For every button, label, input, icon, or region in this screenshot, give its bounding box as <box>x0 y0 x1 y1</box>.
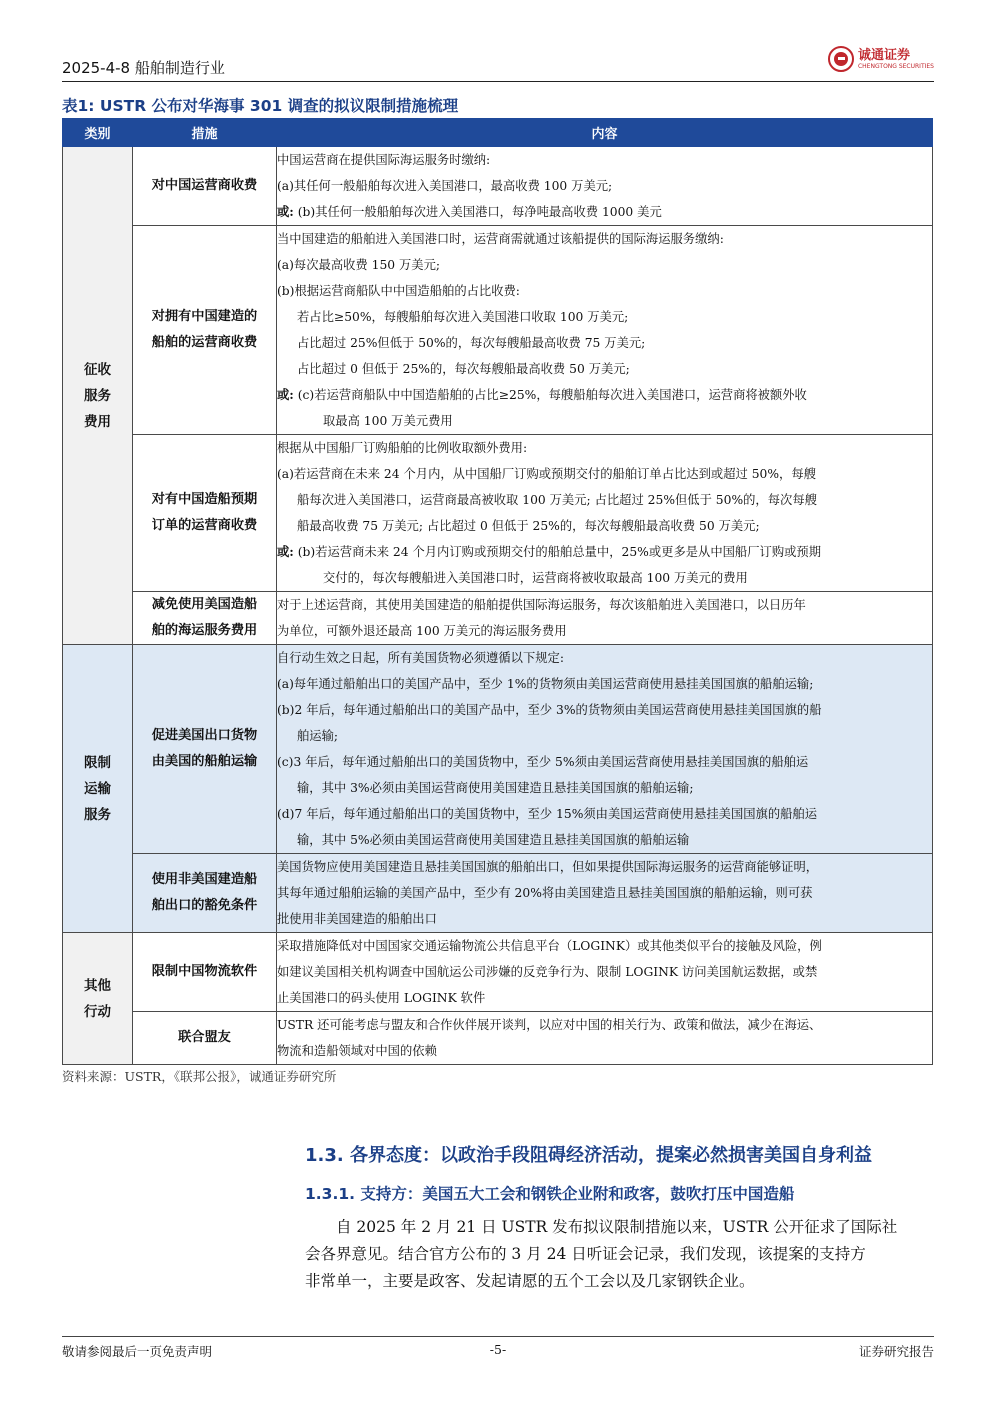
content-text: 当中国建造的船舶进入美国港口时，运营商需就通过该船提供的国际海运服务缴纳: <box>277 232 724 246</box>
measure-cell <box>133 933 277 1012</box>
content-cell <box>277 854 933 933</box>
content-line <box>277 330 932 356</box>
category-label: 服务 <box>84 806 111 823</box>
content-line <box>277 435 932 461</box>
content-text: 占比超过 25%但低于 50%的，每次每艘船最高收费 75 万美元; <box>297 336 646 350</box>
content-text: 船每次进入美国港口，运营商最高被收取 100 万美元; 占比超过 25%但低于 50%的，每次每艘 <box>297 493 817 507</box>
category-label: 服务 <box>84 387 111 404</box>
table-row <box>63 645 933 854</box>
paragraph-line: 非常单一，主要是政客、发起请愿的五个工会以及几家钢铁企业。 <box>305 1272 755 1290</box>
measure-label: 使用非美国建造船 <box>151 872 258 887</box>
header-date-industry: 2025-4-8 船舶制造行业 <box>62 59 225 77</box>
content-text: 交付的，每次每艘船进入美国港口时，运营商将被收取最高 100 万美元的费用 <box>323 571 748 585</box>
content-text: 输，其中 5%必须由美国运营商使用美国建造且悬挂美国国旗的船舶运输 <box>297 833 690 847</box>
table-row <box>63 854 933 933</box>
category-label: 限制 <box>84 754 111 771</box>
measure-label: 订单的运营商收费 <box>151 518 258 533</box>
table-row <box>63 147 933 226</box>
content-text: (d)7 年后，每年通过船舶出口的美国货物中，至少 15%须由美国运营商使用悬挂美国国旗的船舶运 <box>277 807 818 821</box>
section-heading: 1.3. 各界态度：以政治手段阻碍经济活动，提案必然损害美国自身利益 <box>305 1145 872 1166</box>
category-label: 其他 <box>84 977 111 994</box>
content-text: (a)其任何一般船舶每次进入美国港口，最高收费 100 万美元; <box>277 179 613 193</box>
measure-cell <box>133 147 277 226</box>
content-cell <box>277 645 933 854</box>
content-text: (b)2 年后，每年通过船舶出口的美国产品中，至少 3%的货物须由美国运营商使用悬挂美国国旗的船 <box>277 703 822 717</box>
footer-report-type: 证券研究报告 <box>858 1344 934 1359</box>
content-line <box>277 1012 932 1038</box>
category-label: 征收 <box>84 361 111 378</box>
content-text: 输，其中 3%必须由美国运营商使用美国建造且悬挂美国国旗的船舶运输; <box>297 781 694 795</box>
footer-disclaimer: 敬请参阅最后一页免责声明 <box>62 1344 213 1359</box>
header-measure: 措施 <box>133 119 277 147</box>
content-line <box>277 985 932 1011</box>
paragraph-line: 自 2025 年 2 月 21 日 USTR 发布拟议限制措施以来，USTR 公开征求了国际社 <box>336 1218 898 1236</box>
measure-label: 由美国的船舶运输 <box>151 754 258 769</box>
content-line <box>277 539 932 565</box>
page-footer <box>62 1336 934 1361</box>
content-text: (c)3 年后，每年通过船舶出口的美国货物中，至少 5%须由美国运营商使用悬挂美国国旗的船舶运 <box>277 755 809 769</box>
alternative-marker: 或: <box>277 387 294 402</box>
content-text: USTR 还可能考虑与盟友和合作伙伴展开谈判，以应对中国的相关行为、政策和做法，减少在海运、 <box>277 1018 822 1032</box>
paragraph-line: 会各界意见。结合官方公布的 3 月 24 日听证会记录，我们发现，该提案的支持方 <box>305 1245 866 1263</box>
measure-label: 对中国运营商收费 <box>151 178 258 193</box>
page-header <box>62 46 934 82</box>
content-text: 物流和造船领域对中国的依赖 <box>277 1044 437 1058</box>
content-text: (a)每次最高收费 150 万美元; <box>277 258 441 272</box>
content-line <box>277 959 932 985</box>
content-line <box>277 880 932 906</box>
measure-cell <box>133 854 277 933</box>
content-line <box>277 827 932 853</box>
content-cell <box>277 1012 933 1065</box>
table-row <box>63 226 933 435</box>
content-line <box>277 749 932 775</box>
content-line <box>277 592 932 618</box>
measure-label: 舶的海运服务费用 <box>151 623 258 638</box>
table-row <box>63 933 933 1012</box>
content-line <box>277 356 932 382</box>
content-cell <box>277 933 933 1012</box>
content-line <box>277 382 932 408</box>
content-line <box>277 461 932 487</box>
content-text: 中国运营商在提供国际海运服务时缴纳: <box>277 153 491 167</box>
header-category: 类别 <box>63 119 133 147</box>
measure-label: 舶出口的豁免条件 <box>151 898 258 913</box>
content-text: (b)其任何一般船舶每次进入美国港口，每净吨最高收费 1000 美元 <box>293 205 662 219</box>
content-text: (b)根据运营商船队中中国造船舶的占比收费: <box>277 284 520 298</box>
content-text: 为单位，可额外退还最高 100 万美元的海运服务费用 <box>277 624 567 638</box>
measure-label: 限制中国物流软件 <box>151 964 258 979</box>
content-text: 占比超过 0 但低于 25%的，每次每艘船最高收费 50 万美元; <box>297 362 630 376</box>
content-line <box>277 513 932 539</box>
content-text: (c)若运营商船队中中国造船舶的占比≥25%，每艘船舶每次进入美国港口，运营商将被额外收 <box>293 388 807 402</box>
table-row <box>63 435 933 592</box>
measure-cell <box>133 226 277 435</box>
header-content: 内容 <box>277 119 933 147</box>
measure-cell <box>133 1012 277 1065</box>
table-title: 表1: USTR 公布对华海事 301 调查的拟议限制措施梳理 <box>62 97 459 115</box>
logo-text-en: CHENGTONG SECURITIES <box>857 62 934 70</box>
content-line <box>277 933 932 959</box>
content-text: 舶运输; <box>297 729 339 743</box>
content-line <box>277 801 932 827</box>
content-text: 对于上述运营商，其使用美国建造的船舶提供国际海运服务，每次该船舶进入美国港口，以日历年 <box>277 598 806 612</box>
content-text: 如建议美国相关机构调查中国航运公司涉嫌的反竞争行为、限制 LOGINK 访问美国航运数据，或禁 <box>277 965 818 979</box>
measure-label: 船舶的运营商收费 <box>151 335 258 350</box>
content-line <box>277 565 932 591</box>
content-line <box>277 671 932 697</box>
measure-cell <box>133 592 277 645</box>
content-line <box>277 487 932 513</box>
content-line <box>277 618 932 644</box>
content-line <box>277 645 932 671</box>
measure-label: 对有中国造船预期 <box>151 492 258 507</box>
logo-icon <box>828 46 854 72</box>
content-text: 采取措施降低对中国国家交通运输物流公共信息平台（LOGINK）或其他类似平台的接触及风险，例 <box>277 939 822 953</box>
header-rule <box>62 81 934 82</box>
content-text: (a)每年通过船舶出口的美国产品中，至少 1%的货物须由美国运营商使用悬挂美国国旗的船舶运输; <box>277 677 814 691</box>
content-text: 自行动生效之日起，所有美国货物必须遵循以下规定: <box>277 651 564 665</box>
table-row <box>63 592 933 645</box>
category-cell <box>63 933 133 1065</box>
content-cell <box>277 226 933 435</box>
table-header-row <box>63 119 933 147</box>
content-line <box>277 408 932 434</box>
content-line <box>277 252 932 278</box>
content-text: (a)若运营商在未来 24 个月内，从中国船厂订购或预期交付的船舶订单占比达到或超过 50%，每艘 <box>277 467 816 481</box>
content-text: 根据从中国船厂订购船舶的比例收取额外费用: <box>277 441 528 455</box>
content-line <box>277 226 932 252</box>
measure-label: 联合盟友 <box>178 1030 231 1045</box>
content-text: (b)若运营商未来 24 个月内订购或预期交付的船舶总量中，25%或更多是从中国船厂订购或预期 <box>293 545 822 559</box>
category-cell <box>63 645 133 933</box>
category-cell <box>63 147 133 645</box>
measures-table <box>62 118 933 1065</box>
content-line <box>277 854 932 880</box>
content-text: 若占比≥50%，每艘船舶每次进入美国港口收取 100 万美元; <box>297 310 629 324</box>
content-cell <box>277 147 933 226</box>
content-text: 其每年通过船舶运输的美国产品中，至少有 20%将由美国建造且悬挂美国国旗的船舶运输，则可获 <box>277 886 813 900</box>
content-line <box>277 906 932 932</box>
measure-label: 减免使用美国造船 <box>151 597 258 612</box>
content-line <box>277 147 932 173</box>
content-text: 美国货物应使用美国建造且悬挂美国国旗的船舶出口，但如果提供国际海运服务的运营商能够证明， <box>277 860 819 874</box>
content-text: 批使用非美国建造的船舶出口 <box>277 912 437 926</box>
content-cell <box>277 435 933 592</box>
measure-cell <box>133 435 277 592</box>
content-text: 止美国港口的码头使用 LOGINK 软件 <box>277 991 486 1005</box>
content-cell <box>277 592 933 645</box>
category-label: 费用 <box>84 413 111 430</box>
category-label: 运输 <box>84 780 111 797</box>
content-text: 船最高收费 75 万美元; 占比超过 0 但低于 25%的，每次每艘船最高收费 50 万美元; <box>297 519 760 533</box>
content-line <box>277 199 932 225</box>
page-number: -5- <box>489 1342 507 1357</box>
subsection-heading: 1.3.1. 支持方：美国五大工会和钢铁企业附和政客，鼓吹打压中国造船 <box>305 1185 795 1203</box>
content-line <box>277 775 932 801</box>
content-line <box>277 173 932 199</box>
category-label: 行动 <box>84 1003 111 1020</box>
content-line <box>277 1038 932 1064</box>
content-line <box>277 697 932 723</box>
alternative-marker: 或: <box>277 544 294 559</box>
measure-label: 对拥有中国建造的 <box>151 309 258 324</box>
measure-label: 促进美国出口货物 <box>151 728 258 743</box>
content-line <box>277 278 932 304</box>
table-row <box>63 1012 933 1065</box>
measure-cell <box>133 645 277 854</box>
company-logo <box>828 46 934 72</box>
logo-text-cn: 诚通证券 <box>857 47 910 63</box>
content-text: 取最高 100 万美元费用 <box>323 414 453 428</box>
content-line <box>277 723 932 749</box>
alternative-marker: 或: <box>277 204 294 219</box>
source-note: 资料来源：USTR，《联邦公报》，诚通证券研究所 <box>62 1069 337 1084</box>
content-line <box>277 304 932 330</box>
body-paragraph <box>305 1214 933 1295</box>
